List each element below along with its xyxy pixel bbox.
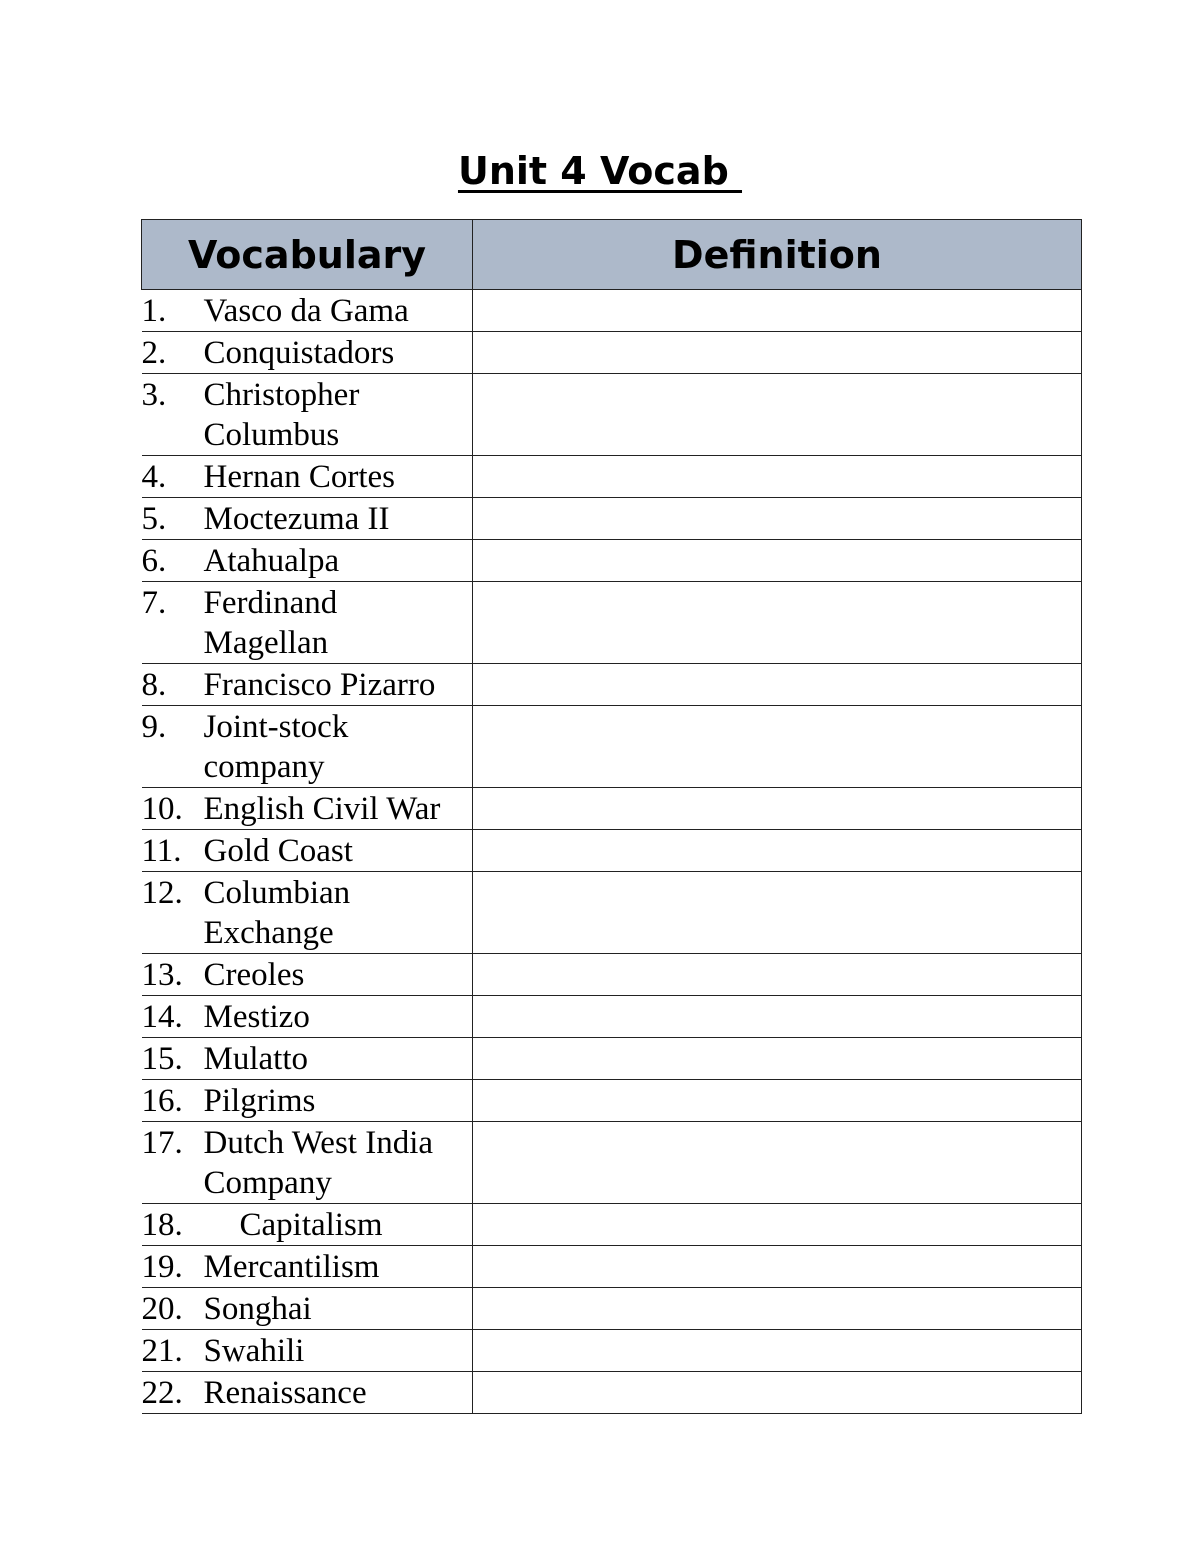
table-header-row (142, 220, 1082, 290)
table-row (142, 664, 1082, 706)
definition-cell[interactable] (473, 374, 1082, 456)
term-number: 17. (141, 1125, 183, 1161)
vocab-term-cell (142, 374, 473, 456)
definition-cell[interactable] (473, 872, 1082, 954)
term-number: 20. (141, 1291, 183, 1327)
table-row (142, 582, 1082, 664)
table-row (142, 456, 1082, 498)
vocab-term-cell (142, 1122, 473, 1204)
term-number: 4. (141, 459, 167, 495)
definition-cell[interactable] (473, 996, 1082, 1038)
vocab-term-cell (142, 1038, 473, 1080)
definition-cell[interactable] (473, 1330, 1082, 1372)
table-row (142, 954, 1082, 996)
vocab-term (142, 788, 473, 829)
table-row (142, 1122, 1082, 1204)
vocab-term (142, 374, 473, 455)
vocab-term-cell (142, 540, 473, 582)
definition-cell[interactable] (473, 788, 1082, 830)
page-title: Unit 4 Vocab (457, 149, 743, 193)
vocab-term (142, 540, 473, 581)
definition-cell[interactable] (473, 954, 1082, 996)
vocab-term (142, 456, 473, 497)
vocab-term-cell (142, 830, 473, 872)
term-number: 15. (141, 1041, 183, 1077)
definition-cell[interactable] (473, 1372, 1082, 1414)
term-text: Vasco da Gama (203, 293, 409, 329)
table-row (142, 1246, 1082, 1288)
vocab-term (142, 954, 473, 995)
header-definition: Definition (473, 220, 1082, 290)
term-text: English Civil War (203, 791, 441, 827)
term-number: 13. (141, 957, 183, 993)
table-row (142, 1288, 1082, 1330)
term-number: 6. (141, 543, 167, 579)
term-text: Atahualpa (203, 543, 340, 579)
term-text: Mestizo (203, 999, 310, 1035)
vocab-term (142, 1288, 473, 1329)
vocab-term (142, 290, 473, 331)
table-row (142, 1372, 1082, 1414)
table-row (142, 872, 1082, 954)
term-text: Joint-stock company (203, 709, 349, 785)
vocab-term (142, 706, 473, 787)
table-row (142, 290, 1082, 332)
vocab-term-cell (142, 788, 473, 830)
definition-cell[interactable] (473, 498, 1082, 540)
table-row (142, 996, 1082, 1038)
vocab-term-cell (142, 706, 473, 788)
vocab-term (142, 1246, 473, 1287)
term-number: 11. (141, 833, 182, 869)
vocab-term (142, 1372, 473, 1413)
header-vocabulary: Vocabulary (142, 220, 473, 290)
term-number: 7. (141, 585, 167, 621)
table-row (142, 1330, 1082, 1372)
table-row (142, 374, 1082, 456)
term-number: 14. (141, 999, 183, 1035)
vocab-term (142, 830, 473, 871)
definition-cell[interactable] (473, 830, 1082, 872)
table-row (142, 788, 1082, 830)
definition-cell[interactable] (473, 1038, 1082, 1080)
term-text: Hernan Cortes (203, 459, 396, 495)
term-text: Dutch West India Company (203, 1125, 434, 1201)
vocab-term (142, 1080, 473, 1121)
term-text: Mulatto (203, 1041, 308, 1077)
term-text: Francisco Pizarro (203, 667, 436, 703)
table-row (142, 540, 1082, 582)
term-text: Renaissance (203, 1375, 367, 1411)
table-row (142, 706, 1082, 788)
table-row (142, 830, 1082, 872)
vocab-term (142, 1204, 473, 1245)
vocab-term (142, 1038, 473, 1079)
vocab-term (142, 664, 473, 705)
term-text: Capitalism (239, 1207, 383, 1243)
definition-cell[interactable] (473, 1204, 1082, 1246)
term-number: 5. (141, 501, 167, 537)
definition-cell[interactable] (473, 1122, 1082, 1204)
vocab-term-cell (142, 1288, 473, 1330)
vocab-table (141, 219, 1082, 1414)
vocab-term-cell (142, 1204, 473, 1246)
definition-cell[interactable] (473, 582, 1082, 664)
definition-cell[interactable] (473, 1080, 1082, 1122)
vocab-term (142, 332, 473, 373)
term-number: 12. (141, 875, 183, 911)
vocab-term (142, 1122, 473, 1203)
term-text: Creoles (203, 957, 305, 993)
term-text: Gold Coast (203, 833, 353, 869)
table-row (142, 498, 1082, 540)
term-number: 10. (141, 791, 183, 827)
table-row (142, 1038, 1082, 1080)
table-row (142, 1080, 1082, 1122)
term-text: Mercantilism (203, 1249, 380, 1285)
term-number: 9. (141, 709, 167, 745)
term-text: Christopher Columbus (203, 377, 360, 453)
term-text: Pilgrims (203, 1083, 316, 1119)
definition-cell[interactable] (473, 456, 1082, 498)
vocab-term-cell (142, 872, 473, 954)
term-text: Moctezuma II (203, 501, 390, 537)
term-number: 1. (141, 293, 167, 329)
term-text: Ferdinand Magellan (203, 585, 338, 661)
definition-cell[interactable] (473, 664, 1082, 706)
vocab-term-cell (142, 1330, 473, 1372)
term-number: 16. (141, 1083, 183, 1119)
term-number: 8. (141, 667, 167, 703)
vocab-term-cell (142, 954, 473, 996)
definition-cell[interactable] (473, 1288, 1082, 1330)
term-number: 18. (141, 1207, 183, 1243)
definition-cell[interactable] (473, 540, 1082, 582)
vocab-term-cell (142, 498, 473, 540)
term-text: Conquistadors (203, 335, 395, 371)
definition-cell[interactable] (473, 706, 1082, 788)
vocab-term (142, 996, 473, 1037)
vocab-term-cell (142, 332, 473, 374)
term-text: Swahili (203, 1333, 305, 1369)
vocab-term (142, 582, 473, 663)
vocab-term-cell (142, 456, 473, 498)
term-number: 3. (141, 377, 167, 413)
definition-cell[interactable] (473, 290, 1082, 332)
term-text: Columbian Exchange (203, 875, 351, 951)
table-row (142, 1204, 1082, 1246)
vocab-term-cell (142, 664, 473, 706)
vocab-term (142, 498, 473, 539)
term-text: Songhai (203, 1291, 312, 1327)
term-number: 21. (141, 1333, 183, 1369)
term-number: 19. (141, 1249, 183, 1285)
vocab-term (142, 1330, 473, 1371)
vocab-term (142, 872, 473, 953)
vocab-term-cell (142, 1246, 473, 1288)
vocab-term-cell (142, 1080, 473, 1122)
term-number: 2. (141, 335, 167, 371)
vocab-term-cell (142, 996, 473, 1038)
term-number: 22. (141, 1375, 183, 1411)
table-body (142, 290, 1082, 1414)
vocab-term-cell (142, 290, 473, 332)
definition-cell[interactable] (473, 1246, 1082, 1288)
definition-cell[interactable] (473, 332, 1082, 374)
vocab-term-cell (142, 582, 473, 664)
vocab-term-cell (142, 1372, 473, 1414)
table-row (142, 332, 1082, 374)
